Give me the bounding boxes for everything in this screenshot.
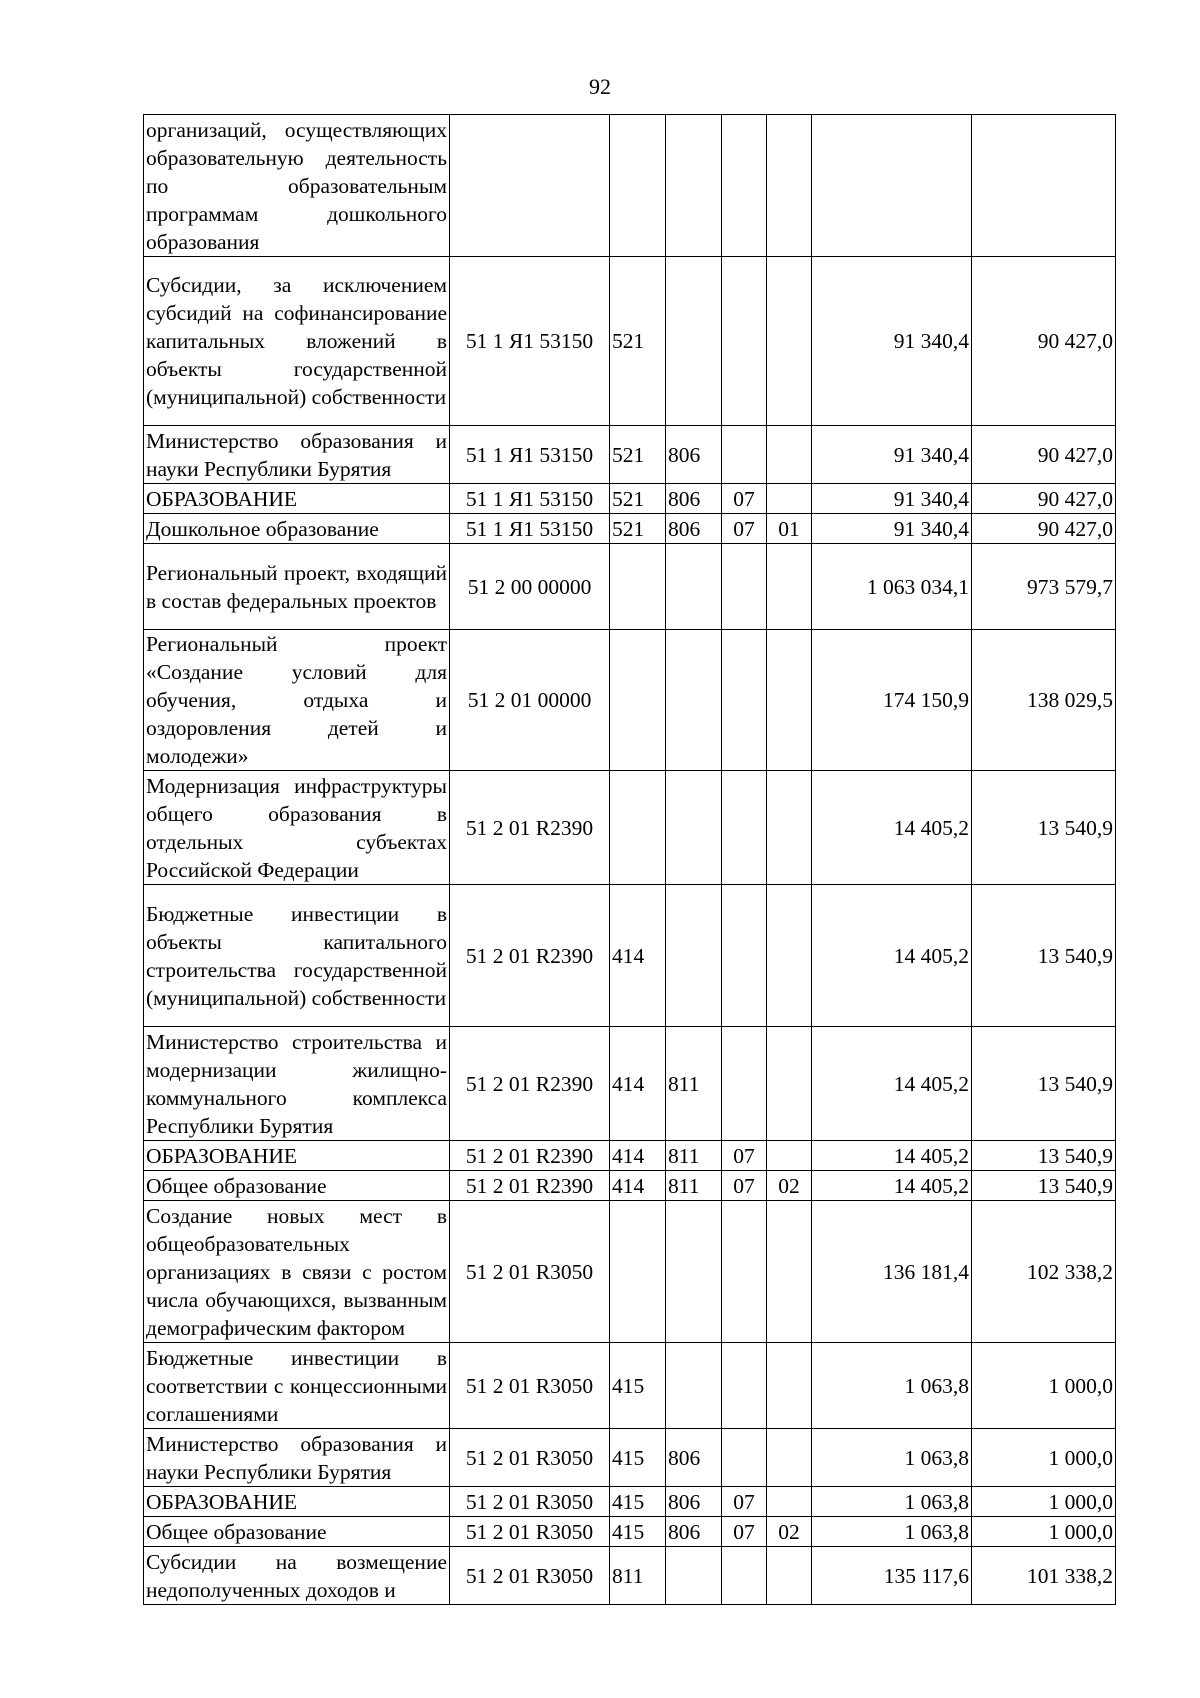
section-code	[722, 630, 767, 771]
subsection-code	[767, 1343, 812, 1429]
ministry-code	[666, 885, 722, 1027]
row-description: Общее образование	[144, 1171, 450, 1201]
expense-type-code: 521	[610, 426, 666, 484]
table-row	[144, 1201, 1116, 1343]
amount-second: 90 427,0	[972, 514, 1116, 544]
amount-second: 1 000,0	[972, 1343, 1116, 1429]
ministry-code: 806	[666, 426, 722, 484]
expense-type-code: 415	[610, 1343, 666, 1429]
subsection-code	[767, 1201, 812, 1343]
amount-second: 90 427,0	[972, 257, 1116, 426]
amount-first: 135 117,6	[812, 1547, 972, 1605]
ministry-code: 806	[666, 1487, 722, 1517]
ministry-code	[666, 771, 722, 885]
expense-type-code: 521	[610, 484, 666, 514]
amount-first	[812, 115, 972, 257]
subsection-code	[767, 885, 812, 1027]
amount-second: 90 427,0	[972, 426, 1116, 484]
subsection-code	[767, 257, 812, 426]
amount-first: 14 405,2	[812, 771, 972, 885]
amount-second: 13 540,9	[972, 771, 1116, 885]
amount-second: 973 579,7	[972, 544, 1116, 630]
expense-type-code	[610, 544, 666, 630]
section-code: 07	[722, 514, 767, 544]
expense-type-code: 414	[610, 1171, 666, 1201]
row-description: Модернизация инфраструктуры общего образования в отдельных субъектах Российской Федерации	[144, 771, 450, 885]
target-article-code: 51 2 01 R3050	[450, 1487, 610, 1517]
subsection-code	[767, 115, 812, 257]
subsection-code	[767, 484, 812, 514]
section-code	[722, 1027, 767, 1141]
row-description: Региональный проект «Создание условий для обучения, отдыха и оздоровления детей и молодежи»	[144, 630, 450, 771]
target-article-code: 51 1 Я1 53150	[450, 514, 610, 544]
amount-second: 102 338,2	[972, 1201, 1116, 1343]
row-description: Министерство строительства и модернизации жилищно-коммунального комплекса Республики Бурятия	[144, 1027, 450, 1141]
amount-first: 14 405,2	[812, 1027, 972, 1141]
amount-first: 1 063,8	[812, 1517, 972, 1547]
ministry-code	[666, 544, 722, 630]
expense-type-code	[610, 771, 666, 885]
subsection-code	[767, 1429, 812, 1487]
target-article-code: 51 2 01 R3050	[450, 1343, 610, 1429]
table-row	[144, 1141, 1116, 1171]
row-description: Субсидии на возмещение недополученных доходов и	[144, 1547, 450, 1605]
subsection-code	[767, 1141, 812, 1171]
section-code	[722, 1547, 767, 1605]
table-row	[144, 885, 1116, 1027]
subsection-code	[767, 544, 812, 630]
amount-first: 91 340,4	[812, 484, 972, 514]
row-description: Министерство образования и науки Республики Бурятия	[144, 426, 450, 484]
row-description: Создание новых мест в общеобразовательных организациях в связи с ростом числа обучающихся, вызванным демографическим фактором	[144, 1201, 450, 1343]
amount-first: 1 063 034,1	[812, 544, 972, 630]
amount-second: 138 029,5	[972, 630, 1116, 771]
row-description: Общее образование	[144, 1517, 450, 1547]
amount-second: 13 540,9	[972, 1171, 1116, 1201]
target-article-code: 51 1 Я1 53150	[450, 257, 610, 426]
table-row	[144, 1171, 1116, 1201]
page-number: 92	[589, 74, 611, 99]
expense-type-code: 414	[610, 885, 666, 1027]
ministry-code: 811	[666, 1171, 722, 1201]
amount-first: 91 340,4	[812, 426, 972, 484]
amount-first: 14 405,2	[812, 1171, 972, 1201]
amount-first: 1 063,8	[812, 1343, 972, 1429]
target-article-code: 51 2 01 00000	[450, 630, 610, 771]
section-code	[722, 771, 767, 885]
table-row	[144, 514, 1116, 544]
expense-type-code	[610, 115, 666, 257]
subsection-code: 02	[767, 1171, 812, 1201]
row-description: Бюджетные инвестиции в объекты капитального строительства государственной (муниципальной) собственности	[144, 885, 450, 1027]
amount-first: 14 405,2	[812, 885, 972, 1027]
expense-type-code: 414	[610, 1027, 666, 1141]
target-article-code: 51 2 01 R3050	[450, 1429, 610, 1487]
amount-first: 136 181,4	[812, 1201, 972, 1343]
section-code	[722, 115, 767, 257]
amount-second: 101 338,2	[972, 1547, 1116, 1605]
subsection-code	[767, 1487, 812, 1517]
target-article-code: 51 2 01 R3050	[450, 1517, 610, 1547]
table-row	[144, 1027, 1116, 1141]
section-code: 07	[722, 484, 767, 514]
subsection-code	[767, 630, 812, 771]
expense-type-code: 415	[610, 1487, 666, 1517]
expense-type-code: 811	[610, 1547, 666, 1605]
row-description: Региональный проект, входящий в состав федеральных проектов	[144, 544, 450, 630]
section-code	[722, 257, 767, 426]
section-code	[722, 885, 767, 1027]
budget-table	[143, 114, 1116, 1605]
row-description: Бюджетные инвестиции в соответствии с концессионными соглашениями	[144, 1343, 450, 1429]
ministry-code	[666, 257, 722, 426]
row-description: ОБРАЗОВАНИЕ	[144, 1141, 450, 1171]
row-description: ОБРАЗОВАНИЕ	[144, 484, 450, 514]
target-article-code: 51 2 01 R3050	[450, 1201, 610, 1343]
amount-second: 13 540,9	[972, 1141, 1116, 1171]
target-article-code: 51 1 Я1 53150	[450, 484, 610, 514]
amount-second: 1 000,0	[972, 1429, 1116, 1487]
subsection-code: 02	[767, 1517, 812, 1547]
amount-second	[972, 115, 1116, 257]
subsection-code	[767, 1027, 812, 1141]
target-article-code	[450, 115, 610, 257]
section-code	[722, 426, 767, 484]
table-row	[144, 1429, 1116, 1487]
amount-second: 13 540,9	[972, 885, 1116, 1027]
table-row	[144, 630, 1116, 771]
expense-type-code: 521	[610, 514, 666, 544]
section-code	[722, 1343, 767, 1429]
table-row	[144, 771, 1116, 885]
row-description: организаций, осуществляющих образовательную деятельность по образовательным программам дошкольного образования	[144, 115, 450, 257]
amount-second: 13 540,9	[972, 1027, 1116, 1141]
expense-type-code: 414	[610, 1141, 666, 1171]
table-row	[144, 1517, 1116, 1547]
ministry-code	[666, 1343, 722, 1429]
section-code: 07	[722, 1487, 767, 1517]
section-code: 07	[722, 1141, 767, 1171]
subsection-code: 01	[767, 514, 812, 544]
target-article-code: 51 2 01 R2390	[450, 1171, 610, 1201]
expense-type-code	[610, 1201, 666, 1343]
ministry-code	[666, 1547, 722, 1605]
table-row	[144, 426, 1116, 484]
amount-first: 91 340,4	[812, 257, 972, 426]
subsection-code	[767, 426, 812, 484]
table-row	[144, 1343, 1116, 1429]
ministry-code: 806	[666, 1517, 722, 1547]
ministry-code: 806	[666, 1429, 722, 1487]
subsection-code	[767, 1547, 812, 1605]
row-description: ОБРАЗОВАНИЕ	[144, 1487, 450, 1517]
target-article-code: 51 2 01 R2390	[450, 885, 610, 1027]
ministry-code: 806	[666, 484, 722, 514]
section-code: 07	[722, 1517, 767, 1547]
table-row	[144, 544, 1116, 630]
ministry-code: 811	[666, 1027, 722, 1141]
target-article-code: 51 2 01 R2390	[450, 1027, 610, 1141]
section-code	[722, 1201, 767, 1343]
table-row	[144, 257, 1116, 426]
expense-type-code: 415	[610, 1517, 666, 1547]
amount-first: 14 405,2	[812, 1141, 972, 1171]
ministry-code: 811	[666, 1141, 722, 1171]
table-row	[144, 484, 1116, 514]
amount-second: 1 000,0	[972, 1487, 1116, 1517]
amount-first: 91 340,4	[812, 514, 972, 544]
section-code	[722, 1429, 767, 1487]
ministry-code	[666, 115, 722, 257]
target-article-code: 51 2 00 00000	[450, 544, 610, 630]
subsection-code	[767, 771, 812, 885]
row-description: Дошкольное образование	[144, 514, 450, 544]
expense-type-code: 415	[610, 1429, 666, 1487]
section-code: 07	[722, 1171, 767, 1201]
row-description: Министерство образования и науки Республики Бурятия	[144, 1429, 450, 1487]
target-article-code: 51 2 01 R3050	[450, 1547, 610, 1605]
target-article-code: 51 2 01 R2390	[450, 771, 610, 885]
amount-second: 90 427,0	[972, 484, 1116, 514]
table-row	[144, 1547, 1116, 1605]
ministry-code	[666, 630, 722, 771]
section-code	[722, 544, 767, 630]
table-row	[144, 1487, 1116, 1517]
expense-type-code: 521	[610, 257, 666, 426]
amount-second: 1 000,0	[972, 1517, 1116, 1547]
amount-first: 174 150,9	[812, 630, 972, 771]
amount-first: 1 063,8	[812, 1429, 972, 1487]
table-row	[144, 115, 1116, 257]
amount-first: 1 063,8	[812, 1487, 972, 1517]
row-description: Субсидии, за исключением субсидий на софинансирование капитальных вложений в объекты государственной (муниципальной) собственности	[144, 257, 450, 426]
target-article-code: 51 2 01 R2390	[450, 1141, 610, 1171]
ministry-code: 806	[666, 514, 722, 544]
ministry-code	[666, 1201, 722, 1343]
target-article-code: 51 1 Я1 53150	[450, 426, 610, 484]
expense-type-code	[610, 630, 666, 771]
